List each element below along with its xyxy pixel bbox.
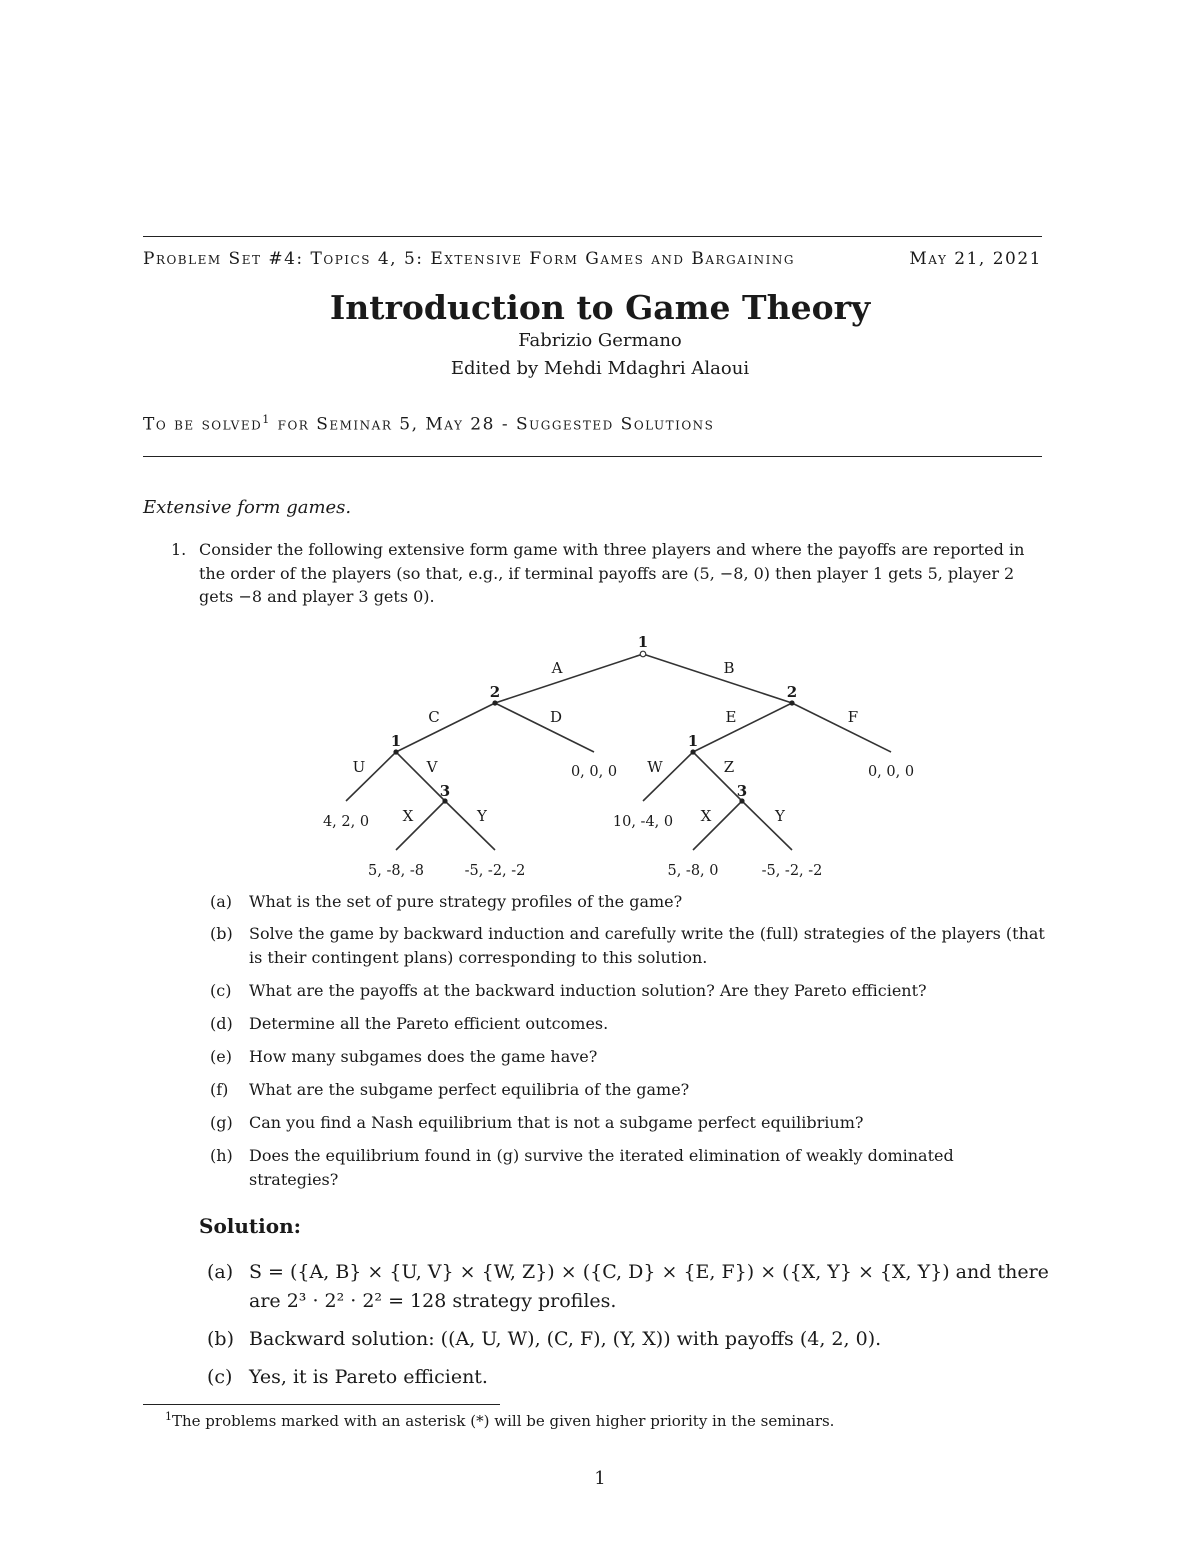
running-header: Problem Set #4: Topics 4, 5: Extensive Form Games and Bargaining	[143, 249, 795, 269]
player-label-left3: 3	[439, 782, 451, 800]
question-e-label: (e)	[210, 1047, 232, 1066]
question-c: What are the payoffs at the backward induction solution? Are they Pareto efficient?	[249, 981, 927, 1000]
action-U: U	[352, 758, 366, 776]
section-heading: Extensive form games.	[143, 497, 352, 518]
question-e: How many subgames does the game have?	[249, 1047, 598, 1066]
question-a: What is the set of pure strategy profiles of the game?	[249, 892, 683, 911]
player-label-left1: 1	[390, 732, 402, 750]
footnote	[165, 1410, 834, 1430]
action-E: E	[725, 708, 737, 726]
action-Y-right: Y	[775, 807, 785, 825]
node-1-left	[393, 749, 398, 754]
question-g-label: (g)	[210, 1113, 233, 1132]
solution-heading: Solution:	[199, 1214, 302, 1238]
payoff-VY: -5, -2, -2	[464, 863, 526, 879]
solution-b: Backward solution: ((A, U, W), (C, F), (Y, X)) with payoffs (4, 2, 0).	[249, 1328, 882, 1350]
root-node	[640, 651, 646, 657]
payoff-W: 10, -4, 0	[612, 814, 674, 830]
question-c-label: (c)	[210, 981, 232, 1000]
action-V: V	[426, 758, 438, 776]
solution-b-label: (b)	[207, 1328, 234, 1350]
question-h-label: (h)	[210, 1146, 233, 1165]
question-h: Does the equilibrium found in (g) survive the iterated elimination of weakly dominated strategies?	[249, 1146, 954, 1189]
action-B: B	[723, 659, 735, 677]
node-2-right	[789, 700, 794, 705]
question-f: What are the subgame perfect equilibria of the game?	[249, 1080, 690, 1099]
author: Fabrizio Germano	[518, 330, 682, 351]
question-b-label: (b)	[210, 924, 233, 943]
player-label-root: 1	[637, 633, 649, 651]
node-1-right	[690, 749, 695, 754]
action-Z: Z	[723, 758, 735, 776]
footnote-number: 1	[165, 1410, 172, 1423]
action-D: D	[549, 708, 563, 726]
footnote-text: The problems marked with an asterisk (*) will be given higher priority in the seminars.	[172, 1412, 835, 1430]
player-label-right2: 2	[786, 683, 798, 701]
question-d-label: (d)	[210, 1014, 233, 1033]
action-W: W	[647, 758, 663, 776]
solution-c-label: (c)	[207, 1366, 233, 1388]
payoff-ZX: 5, -8, 0	[667, 863, 719, 879]
player-label-left2: 2	[489, 683, 501, 701]
footnote-rule	[143, 1404, 500, 1405]
question-f-label: (f)	[210, 1080, 229, 1099]
solution-c: Yes, it is Pareto efficient.	[249, 1366, 488, 1388]
payoff-D: 0, 0, 0	[570, 764, 618, 780]
action-F: F	[847, 708, 859, 726]
problem-number: 1.	[171, 540, 187, 559]
payoff-U: 4, 2, 0	[322, 814, 370, 830]
payoff-F: 0, 0, 0	[867, 764, 915, 780]
subtitle-after: for Seminar 5, May 28 - Suggested Solutions	[270, 414, 715, 435]
action-C: C	[428, 708, 440, 726]
page-title: Introduction to Game Theory	[329, 288, 871, 327]
page-number: 1	[594, 1468, 606, 1489]
editor: Edited by Mehdi Mdaghri Alaoui	[450, 358, 750, 379]
payoff-VX: 5, -8, -8	[368, 863, 424, 879]
action-X-right: X	[700, 807, 712, 825]
player-label-right1: 1	[687, 732, 699, 750]
subtitle-before: To be solved	[143, 414, 263, 435]
solution-a-label: (a)	[207, 1261, 234, 1283]
action-A: A	[551, 659, 563, 677]
action-Y-left: Y	[477, 807, 487, 825]
problem-text: Consider the following extensive form game with three players and where the payoffs are reported in the order of the players (so that, e.g., if terminal payoffs are (5, −8, 0) then player 1 gets 5, player 2 gets −8 and player 3 gets 0).	[199, 540, 1025, 606]
solution-a: S = ({A, B} × {U, V} × {W, Z}) × ({C, D} × {E, F}) × ({X, Y} × {X, Y}) and there are 2³ · 2² · 2² = 128 strategy profiles.	[249, 1261, 1049, 1312]
header-date: May 21, 2021	[909, 249, 1042, 269]
player-label-right3: 3	[736, 782, 748, 800]
question-d: Determine all the Pareto efficient outcomes.	[249, 1014, 609, 1033]
node-2-left	[492, 700, 497, 705]
action-X-left: X	[402, 807, 414, 825]
footnote-marker: 1	[262, 413, 271, 426]
question-g: Can you find a Nash equilibrium that is not a subgame perfect equilibrium?	[249, 1113, 864, 1132]
question-b: Solve the game by backward induction and carefully write the (full) strategies of the players (that is their contingent plans) corresponding to this solution.	[249, 924, 1045, 967]
payoff-ZY: -5, -2, -2	[761, 863, 823, 879]
question-a-label: (a)	[210, 892, 233, 911]
